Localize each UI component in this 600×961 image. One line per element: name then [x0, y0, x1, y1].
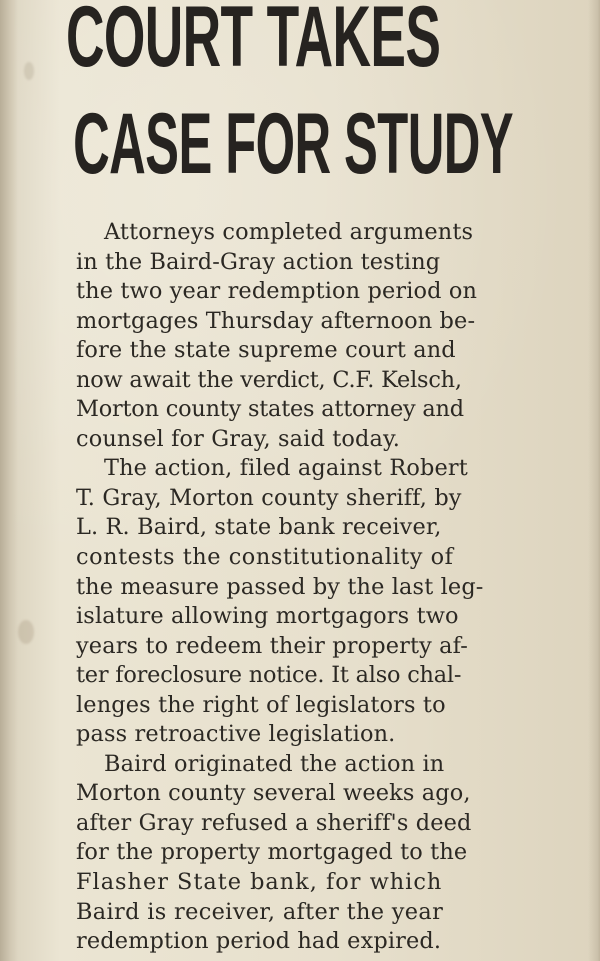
article-line: Attorneys completed arguments: [104, 219, 474, 245]
article-line: after Gray refused a sheriff's deed: [76, 809, 472, 836]
article-body: [76, 218, 584, 957]
article-line: L. R. Baird, state bank receiver,: [76, 514, 442, 541]
article-line: the two year redemption period on: [76, 278, 478, 305]
article-line: counsel for Gray, said today.: [76, 425, 401, 452]
article-line: mortgages Thursday afternoon be-: [76, 307, 476, 334]
headline: [66, 0, 586, 192]
article-line: contests the constitutionality of: [76, 544, 454, 571]
paper-stain: [18, 620, 34, 644]
headline-line-2: CASE FOR STUDY: [73, 96, 514, 192]
paper-stain-top: [24, 62, 34, 80]
article-line: years to redeem their property af-: [76, 632, 469, 659]
article-line: Baird originated the action in: [104, 750, 445, 777]
left-paper-fold: [0, 0, 18, 961]
article-line: Morton county states attorney and: [76, 396, 464, 423]
headline-line-1: COURT TAKES: [66, 0, 441, 85]
article-line: lenges the right of legislators to: [76, 691, 446, 718]
article-line: Flasher State bank, for which: [76, 869, 443, 896]
article-line: ter foreclosure notice. It also chal-: [76, 662, 462, 689]
article-line: pass retroactive legislation.: [76, 721, 396, 748]
article-line: fore the state supreme court and: [76, 337, 456, 364]
article-line: the measure passed by the last leg-: [76, 573, 484, 600]
article-line: Baird is receiver, after the year: [76, 898, 444, 925]
article-line: The action, filed against Robert: [104, 455, 468, 482]
right-paper-edge: [588, 0, 600, 961]
article-line: for the property mortgaged to the: [76, 839, 468, 866]
article-line: T. Gray, Morton county sheriff, by: [76, 484, 462, 511]
article-line: islature allowing mortgagors two: [76, 603, 459, 630]
article-line: Morton county several weeks ago,: [76, 780, 471, 807]
article-line: in the Baird-Gray action testing: [76, 248, 441, 275]
article-line: redemption period had expired.: [76, 928, 442, 955]
article-line: now await the verdict, C.F. Kelsch,: [76, 366, 462, 393]
